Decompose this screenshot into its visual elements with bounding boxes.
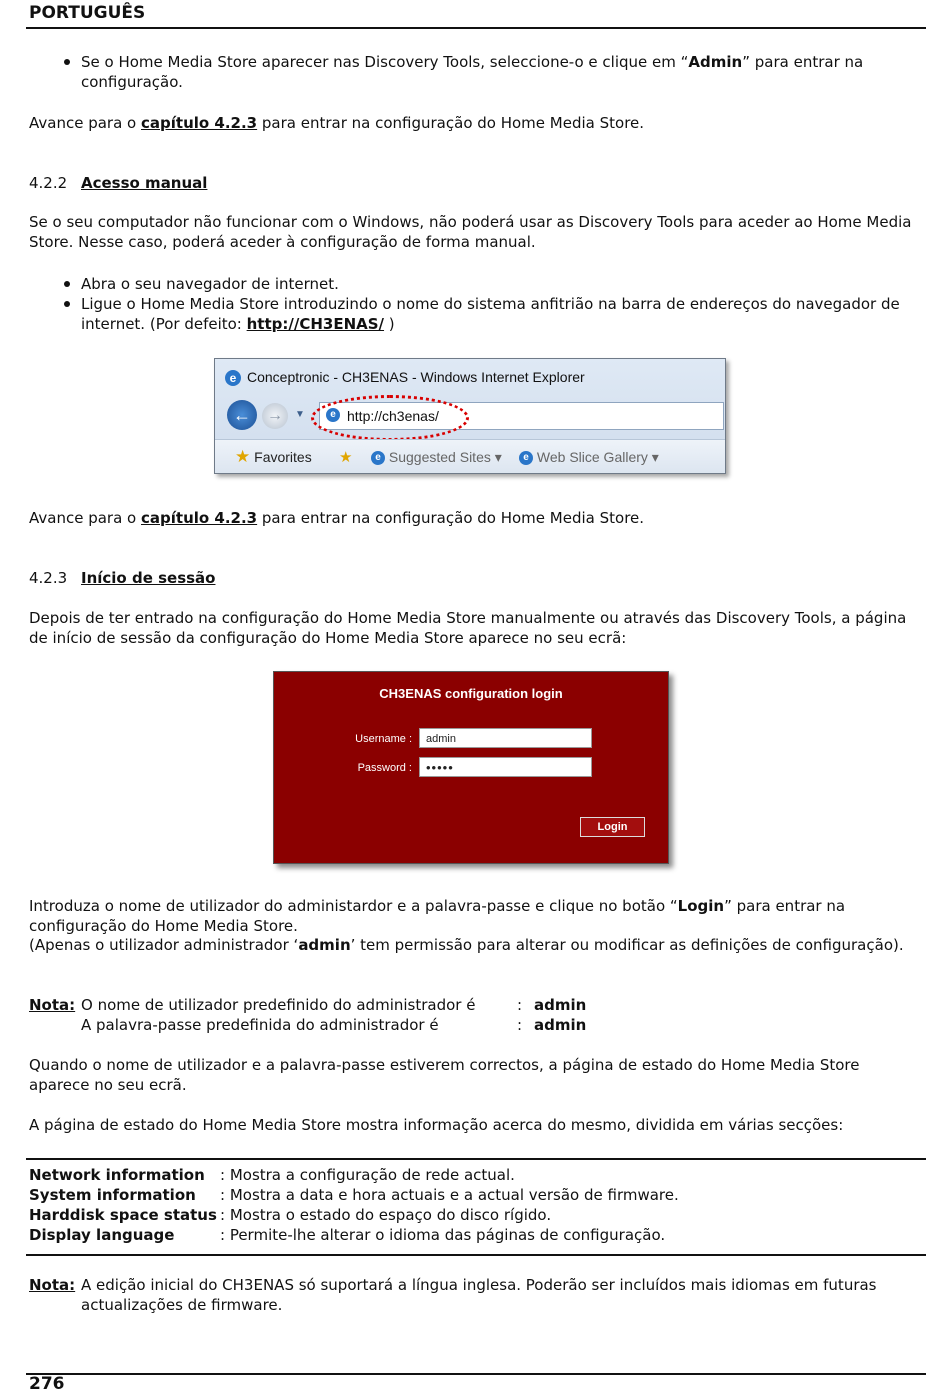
add-favorite-icon[interactable]: ★: [339, 449, 353, 466]
password-field[interactable]: •••••: [419, 757, 592, 777]
note2-text: A edição inicial do CH3ENAS só suportará a língua inglesa. Poderão ser incluídos mais idiomas em futuras actualizações de firmware.: [81, 1276, 877, 1314]
password-label: Password :: [357, 762, 412, 774]
status-sections-table: [29, 1165, 679, 1245]
web-slice-gallery-button[interactable]: e Web Slice Gallery ▾: [519, 448, 659, 466]
intro-bullet-list: [62, 52, 924, 92]
instructions-paragraph-2: (Apenas o utilizador administrador ‘admin’ tem permissão para alterar ou modificar as definições de configuração).: [29, 936, 904, 954]
section1-paragraph: Se o seu computador não funcionar com o Windows, não poderá usar as Discovery Tools para aceder ao Home Media Store. Nesse caso, poderá aceder à configuração de forma manual.: [29, 213, 912, 251]
star-icon: ★: [235, 447, 251, 466]
ie-page-icon: e: [519, 451, 533, 465]
browser-window-title: Conceptronic - CH3ENAS - Windows Internet Explorer: [247, 369, 585, 385]
header-rule: [26, 27, 926, 29]
forward-arrow-icon[interactable]: →: [262, 403, 288, 429]
address-highlight-ring: [311, 395, 469, 441]
table-top-rule: [26, 1158, 926, 1160]
browser-title-bar: [225, 367, 585, 387]
list-item: Abra o seu navegador de internet.: [62, 274, 924, 294]
favorites-button[interactable]: ★ Favorites: [235, 447, 312, 466]
instructions-paragraph-1: Introduza o nome de utilizador do administardor e a palavra-passe e clique no botão “Login” para entrar na configuração do Home Media Store.: [29, 897, 846, 935]
status-paragraph-1: Quando o nome de utilizador e a palavra-passe estiverem correctos, a página de estado do Home Media Store aparece no seu ecrã.: [29, 1056, 860, 1094]
history-dropdown-icon[interactable]: ▼: [295, 409, 305, 420]
note-password-value: admin: [534, 1016, 587, 1034]
default-url-link[interactable]: http://CH3ENAS/: [246, 315, 385, 333]
table-row: Harddisk space status : Mostra o estado do espaço do disco rígido.: [29, 1206, 552, 1224]
table-bottom-rule: [26, 1254, 926, 1256]
chapter-link[interactable]: capítulo 4.2.3: [141, 114, 258, 132]
note-default-password: A palavra-passe predefinida do administrador é: [81, 1016, 439, 1034]
table-row: System information : Mostra a data e hora actuais e a actual versão de firmware.: [29, 1186, 679, 1204]
note-label: Nota:: [29, 996, 76, 1014]
note2-label: Nota:: [29, 1276, 76, 1294]
footer-rule: [26, 1373, 926, 1375]
login-dialog-screenshot: [273, 671, 669, 864]
login-dialog-title: CH3ENAS configuration login: [379, 686, 563, 701]
username-label: Username :: [355, 733, 412, 745]
browser-screenshot: [214, 358, 726, 474]
note-username-value: admin: [534, 996, 587, 1014]
note-default-username: O nome de utilizador predefinido do administrador é: [81, 996, 476, 1014]
login-button[interactable]: Login: [580, 817, 645, 837]
note-colon: :: [517, 1016, 523, 1034]
favorites-bar: [215, 439, 725, 474]
note-colon: :: [517, 996, 523, 1014]
suggested-sites-button[interactable]: e Suggested Sites ▾: [371, 448, 502, 466]
list-item: Se o Home Media Store aparecer nas Discovery Tools, seleccione-o e clique em “Admin” para entrar na configuração.: [62, 52, 924, 92]
section-heading-4-2-3: 4.2.3 Início de sessão: [29, 569, 216, 587]
table-row: Network information : Mostra a configuração de rede actual.: [29, 1166, 515, 1184]
section1-bullet-list: [62, 274, 924, 334]
chapter-link[interactable]: capítulo 4.2.3: [141, 509, 258, 527]
advance-paragraph-2: Avance para o capítulo 4.2.3 para entrar na configuração do Home Media Store.: [29, 509, 645, 527]
status-paragraph-2: A página de estado do Home Media Store mostra informação acerca do mesmo, dividida em várias secções:: [29, 1116, 844, 1134]
page-header-language: PORTUGUÊS: [29, 3, 146, 23]
section2-paragraph: Depois de ter entrado na configuração do Home Media Store manualmente ou através das Discovery Tools, a página de início de sessão da configuração do Home Media Store aparece no seu ecrã:: [29, 609, 907, 647]
section-heading-4-2-2: 4.2.2 Acesso manual: [29, 174, 208, 192]
ie-page-icon: e: [371, 451, 385, 465]
table-row: Display language : Permite-lhe alterar o idioma das páginas de configuração.: [29, 1226, 666, 1244]
back-arrow-icon[interactable]: ←: [227, 400, 257, 430]
page-number: 276: [29, 1374, 65, 1394]
address-input[interactable]: http://ch3enas/: [347, 408, 439, 424]
page-icon: e: [326, 408, 340, 422]
list-item: Ligue o Home Media Store introduzindo o nome do sistema anfitrião na barra de endereços do navegador de internet. (Por defeito: http://CH3ENAS/ ): [62, 294, 924, 334]
advance-paragraph-1: Avance para o capítulo 4.2.3 para entrar na configuração do Home Media Store.: [29, 114, 645, 132]
internet-explorer-icon: e: [225, 370, 241, 386]
username-field[interactable]: admin: [419, 728, 592, 748]
